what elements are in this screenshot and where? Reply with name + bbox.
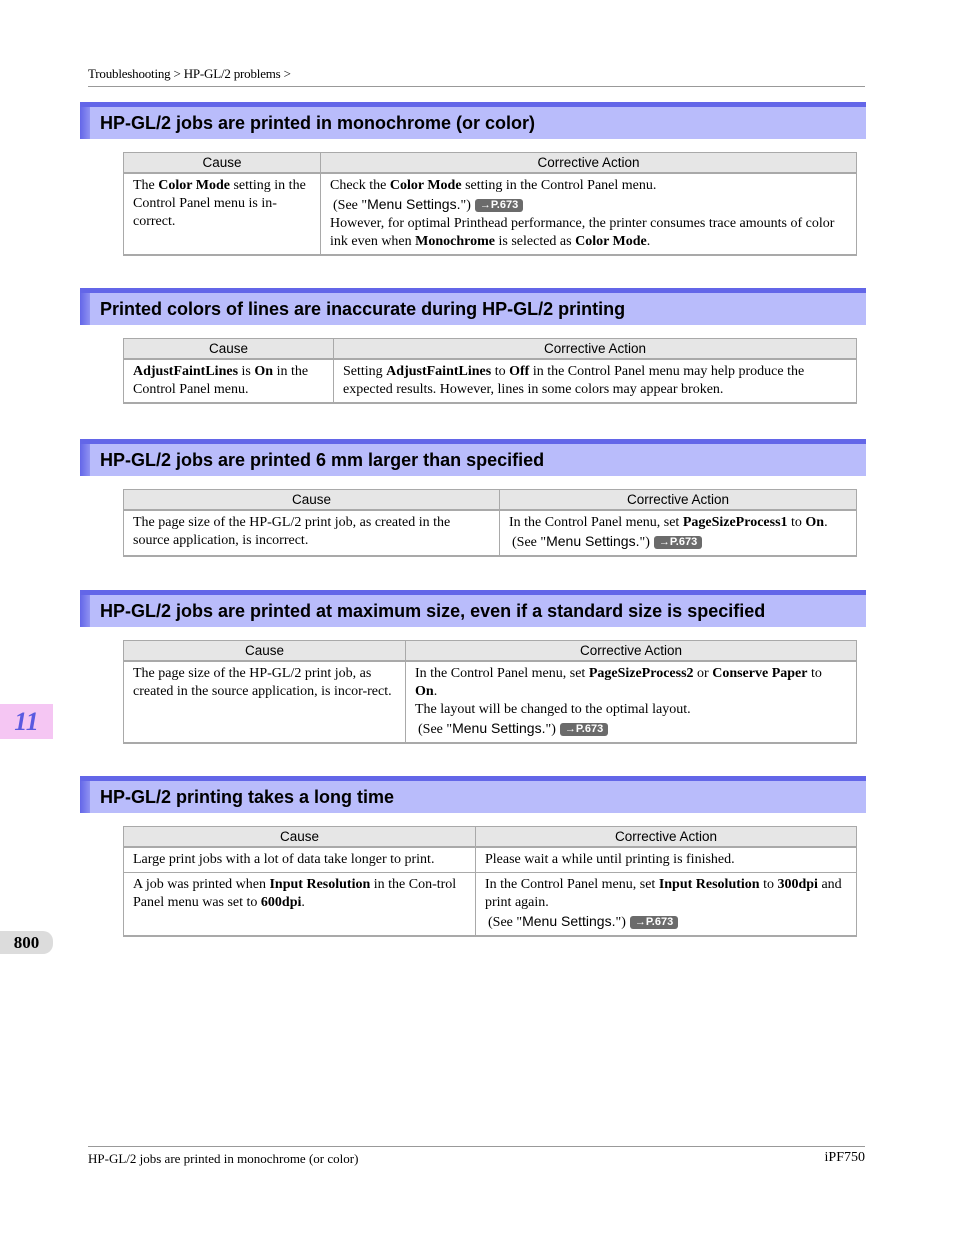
menu-settings-link[interactable]: Menu Settings. [452, 720, 546, 736]
cause-header: Cause [124, 339, 334, 360]
cause-action-table [123, 152, 857, 256]
cause-header: Cause [124, 827, 476, 848]
section-header [80, 439, 866, 476]
table-row [124, 510, 857, 556]
footer [88, 1146, 865, 1167]
table-row [124, 873, 857, 937]
section-title: HP-GL/2 jobs are printed 6 mm larger than specified [100, 450, 545, 470]
section-long-time [80, 776, 866, 937]
table-row [124, 847, 857, 873]
section-line-colors [80, 288, 866, 404]
cause-cell: Large print jobs with a lot of data take longer to print. [124, 847, 476, 873]
table-header-row [124, 339, 857, 360]
section-header [80, 102, 866, 139]
section-6mm-larger [80, 439, 866, 557]
menu-settings-link[interactable]: Menu Settings. [367, 196, 461, 212]
section-title: HP-GL/2 jobs are printed at maximum size, even if a standard size is specified [100, 601, 766, 621]
cause-action-table [123, 826, 857, 937]
section-title: HP-GL/2 printing takes a long time [100, 787, 395, 807]
breadcrumb: Troubleshooting > HP-GL/2 problems > [88, 66, 865, 87]
cause-cell: The Color Mode setting in the Control Panel menu is in-correct. [124, 173, 321, 255]
cause-action-table [123, 489, 857, 557]
see-reference: (See "Menu Settings.") →P.673 [415, 719, 847, 739]
table-row [124, 359, 857, 403]
page-ref-badge[interactable]: →P.673 [654, 536, 702, 549]
chapter-tab[interactable]: 11 [0, 704, 53, 739]
action-cell: Check the Color Mode setting in the Control Panel menu. (See "Menu Settings.") →P.673 However, for optimal Printhead performance, the printer consumes trace amounts of color ink even when Monochrome is selected as Color Mode. [321, 173, 857, 255]
cause-action-table [123, 338, 857, 404]
page-ref-badge[interactable]: →P.673 [560, 723, 608, 736]
section-title: HP-GL/2 jobs are printed in monochrome (or color) [100, 113, 536, 133]
see-reference: (See "Menu Settings.") →P.673 [509, 532, 847, 552]
section-header [80, 590, 866, 627]
section-title: Printed colors of lines are inaccurate during HP-GL/2 printing [100, 299, 626, 319]
cause-cell: AdjustFaintLines is On in the Control Panel menu. [124, 359, 334, 403]
see-reference: (See "Menu Settings.") →P.673 [485, 912, 847, 932]
table-row [124, 173, 857, 255]
cause-cell: The page size of the HP-GL/2 print job, as created in the source application, is incorrect. [124, 510, 500, 556]
table-header-row [124, 490, 857, 511]
cause-header: Cause [124, 490, 500, 511]
cause-action-table [123, 640, 857, 744]
cause-header: Cause [124, 153, 321, 174]
cause-cell: A job was printed when Input Resolution in the Con-trol Panel menu was set to 600dpi. [124, 873, 476, 937]
action-header: Corrective Action [406, 641, 857, 662]
cause-header: Cause [124, 641, 406, 662]
page-ref-badge[interactable]: →P.673 [475, 199, 523, 212]
table-row [124, 661, 857, 743]
menu-settings-link[interactable]: Menu Settings. [546, 533, 640, 549]
action-header: Corrective Action [500, 490, 857, 511]
action-cell: In the Control Panel menu, set PageSizeProcess1 to On. (See "Menu Settings.") →P.673 [500, 510, 857, 556]
footer-title: HP-GL/2 jobs are printed in monochrome (or color) [88, 1151, 359, 1166]
see-reference: (See "Menu Settings.") →P.673 [330, 195, 847, 215]
table-header-row [124, 827, 857, 848]
page-ref-badge[interactable]: →P.673 [630, 916, 678, 929]
action-header: Corrective Action [334, 339, 857, 360]
action-header: Corrective Action [321, 153, 857, 174]
section-header [80, 776, 866, 813]
table-header-row [124, 641, 857, 662]
action-cell: In the Control Panel menu, set PageSizeProcess2 or Conserve Paper to On. The layout will be changed to the optimal layout. (See "Menu Settings.") →P.673 [406, 661, 857, 743]
cause-cell: The page size of the HP-GL/2 print job, as created in the source application, is incor-rect. [124, 661, 406, 743]
menu-settings-link[interactable]: Menu Settings. [522, 913, 616, 929]
action-cell: Setting AdjustFaintLines to Off in the Control Panel menu may help produce the expected results. However, lines in some colors may appear broken. [334, 359, 857, 403]
action-cell: In the Control Panel menu, set Input Resolution to 300dpi and print again. (See "Menu Settings.") →P.673 [476, 873, 857, 937]
footer-model: iPF750 [824, 1150, 865, 1165]
section-header [80, 288, 866, 325]
page-number: 800 [0, 931, 53, 954]
section-maximum-size [80, 590, 866, 744]
table-header-row [124, 153, 857, 174]
action-header: Corrective Action [476, 827, 857, 848]
section-monochrome [80, 102, 866, 256]
action-cell: Please wait a while until printing is finished. [476, 847, 857, 873]
